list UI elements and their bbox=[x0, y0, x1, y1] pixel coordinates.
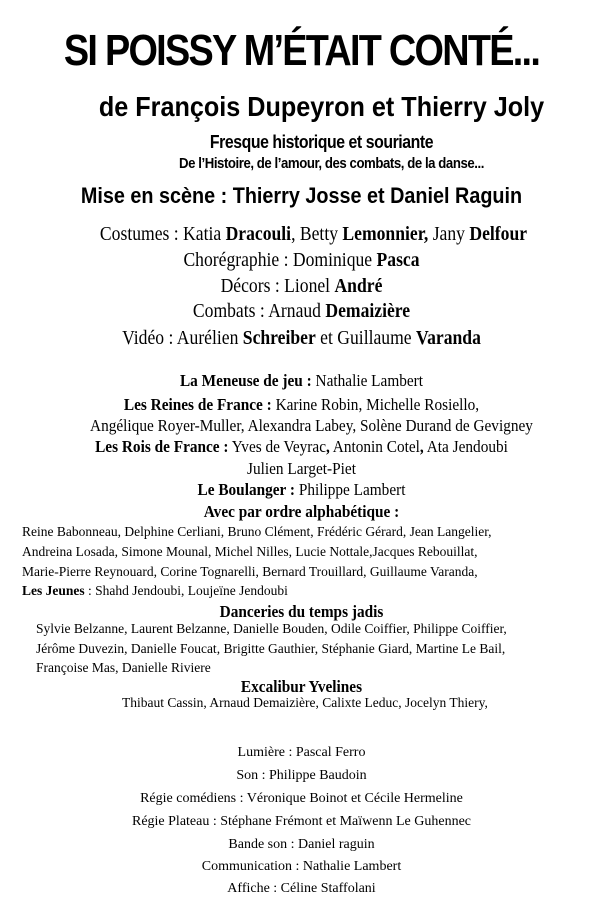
cast-boulanger: Le Boulanger : Philippe Lambert bbox=[197, 480, 406, 499]
ensemble-jeunes: Les Jeunes : Shahd Jendoubi, Loujeïne Jendoubi bbox=[22, 583, 288, 598]
cast-rois-cont: Julien Larget-Piet bbox=[247, 459, 356, 478]
tech-credit: Régie Plateau : Stéphane Frémont et Maïwenn Le Guhennec bbox=[131, 814, 471, 829]
ensemble-line: Andreina Losada, Simone Mounal, Michel Nilles, Lucie Nottale,Jacques Rebouillat, bbox=[22, 544, 478, 559]
ensemble-line: Reine Babonneau, Delphine Cerliani, Bruno Clément, Frédéric Gérard, Jean Langelier, bbox=[22, 524, 492, 539]
cast-reines-cont: Angélique Royer-Muller, Alexandra Labey, Solène Durand de Gevigney bbox=[90, 416, 533, 435]
tech-credit: Affiche : Céline Staffolani bbox=[227, 881, 376, 896]
cast-rois: Les Rois de France : Yves de Veyrac, Antonin Cotel, Ata Jendoubi bbox=[95, 437, 508, 456]
authors-line: de François Dupeyron et Thierry Joly bbox=[98, 91, 545, 122]
credit-combats: Combats : Arnaud Demaizière bbox=[192, 300, 411, 322]
cast-meneuse: La Meneuse de jeu : Nathalie Lambert bbox=[179, 371, 424, 390]
subtitle-themes: De l’Histoire, de l’amour, des combats, de la danse... bbox=[179, 155, 484, 172]
credit-decors: Décors : Lionel André bbox=[220, 275, 383, 297]
cast-reines: Les Reines de France : Karine Robin, Michelle Rosiello, bbox=[123, 395, 480, 414]
ensemble-line: Marie-Pierre Reynouard, Corine Tognarelli, Bernard Trouillard, Guillaume Varanda, bbox=[22, 564, 478, 579]
excalibur-line: Thibaut Cassin, Arnaud Demaizière, Calixte Leduc, Jocelyn Thiery, bbox=[122, 695, 488, 710]
tech-credit: Régie comédiens : Véronique Boinot et Cécile Hermeline bbox=[140, 791, 463, 806]
danceries-line: Jérôme Duvezin, Danielle Foucat, Brigitte Gauthier, Stéphanie Giard, Martine Le Bail, bbox=[36, 641, 506, 656]
danceries-line: Françoise Mas, Danielle Riviere bbox=[36, 660, 211, 675]
credit-choregraphie: Chorégraphie : Dominique Pasca bbox=[183, 249, 420, 271]
tech-credit: Lumière : Pascal Ferro bbox=[237, 745, 366, 760]
mise-en-scene: Mise en scène : Thierry Josse et Daniel Raguin bbox=[80, 183, 523, 208]
subtitle-fresque: Fresque historique et souriante bbox=[209, 132, 434, 152]
danceries-line: Sylvie Belzanne, Laurent Belzanne, Danielle Bouden, Odile Coiffier, Philippe Coiffier, bbox=[36, 621, 507, 636]
excalibur-heading: Excalibur Yvelines bbox=[240, 677, 363, 696]
credit-video: Vidéo : Aurélien Schreiber et Guillaume Varanda bbox=[122, 327, 481, 349]
show-title: SI POISSY M’ÉTAIT CONTÉ... bbox=[63, 26, 540, 75]
tech-credit: Bande son : Daniel raguin bbox=[228, 837, 375, 852]
danceries-heading: Danceries du temps jadis bbox=[219, 602, 384, 621]
tech-credit: Communication : Nathalie Lambert bbox=[201, 859, 402, 874]
credit-costumes: Costumes : Katia Dracouli, Betty Lemonnier, Jany Delfour bbox=[99, 223, 528, 245]
tech-credit: Son : Philippe Baudoin bbox=[236, 768, 367, 783]
ensemble-heading: Avec par ordre alphabétique : bbox=[203, 502, 400, 521]
